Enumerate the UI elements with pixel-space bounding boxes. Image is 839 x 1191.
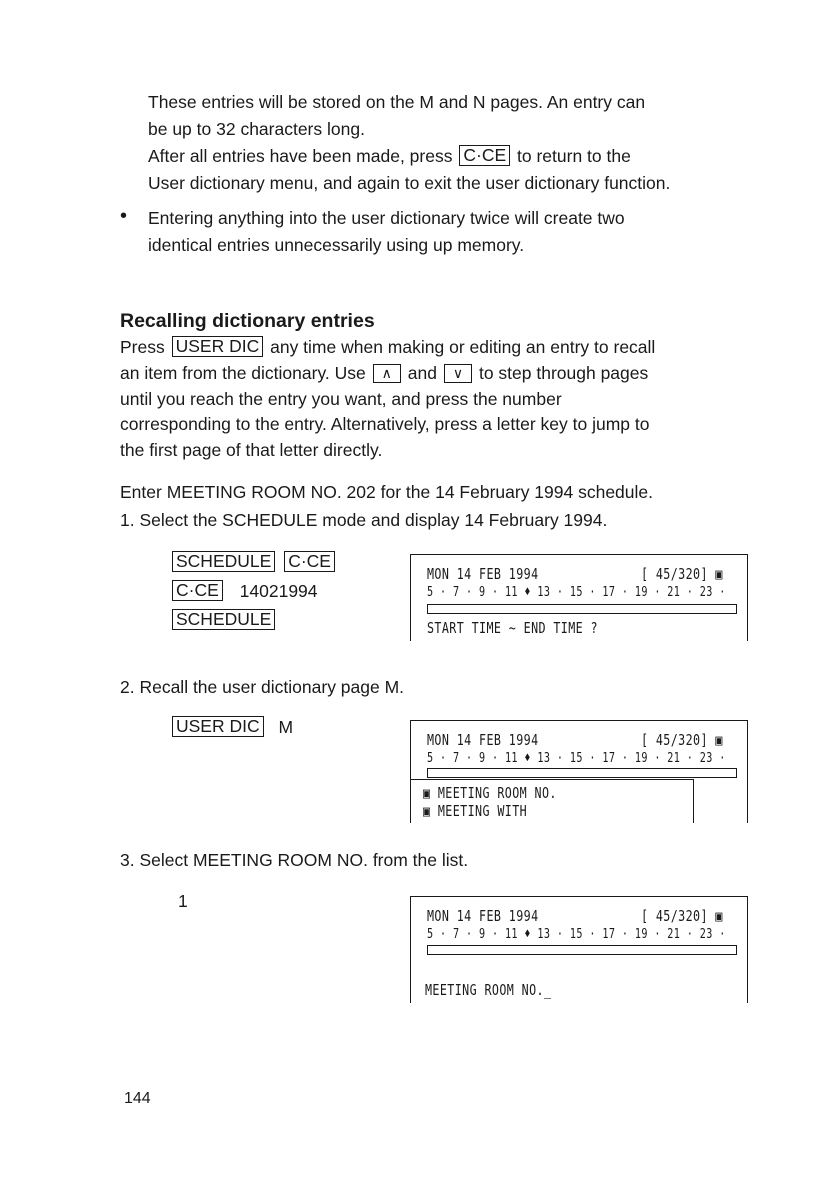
step-3-input: 1 (178, 891, 188, 911)
bullet-icon: • (120, 205, 128, 227)
schedule-key: SCHEDULE (172, 609, 275, 630)
intro-line-4: User dictionary menu, and again to exit the user dictionary function. (148, 173, 671, 193)
step-2-keys (170, 714, 293, 741)
section-line-2 (120, 360, 648, 387)
lcd-1-hours: 5 · 7 · 9 · 11 ♦ 13 · 15 · 17 · 19 · 21 · 23 · (427, 585, 726, 600)
schedule-key: SCHEDULE (172, 551, 275, 572)
step-2-letter: M (278, 717, 294, 737)
section-line-2-pre: an item from the dictionary. Use (120, 363, 366, 383)
lcd-3-count: [ 45/320] ▣ (641, 907, 723, 925)
lcd-2-scrollbar (693, 779, 694, 823)
down-arrow-key: ∨ (444, 364, 472, 383)
intro-line-1: These entries will be stored on the M and N pages. An entry can (148, 92, 646, 112)
section-heading: Recalling dictionary entries (120, 310, 375, 332)
bullet-line-1: Entering anything into the user dictionary twice will create two (148, 208, 625, 228)
lcd-1-count: [ 45/320] ▣ (641, 565, 723, 583)
user-dic-key: USER DIC (172, 716, 264, 737)
step-1-keys-row-2 (170, 578, 318, 605)
lcd-screen-2 (410, 720, 748, 823)
step-1-keys-row-1 (170, 549, 337, 576)
lcd-screen-1 (410, 554, 748, 641)
section-line-2-post: to step through pages (478, 363, 649, 383)
lcd-1-prompt: START TIME ~ END TIME ? (427, 619, 598, 637)
lcd-3-hours: 5 · 7 · 9 · 11 ♦ 13 · 15 · 17 · 19 · 21 · 23 · (427, 927, 726, 942)
example-intro: Enter MEETING ROOM NO. 202 for the 14 February 1994 schedule. (120, 482, 654, 502)
cce-key: C·CE (459, 145, 510, 166)
lcd-2-date: MON 14 FEB 1994 (427, 731, 539, 749)
page-number: 144 (124, 1090, 151, 1107)
step-2: 2. Recall the user dictionary page M. (120, 677, 405, 697)
lcd-2-item-1: ▣ MEETING ROOM NO. (423, 784, 557, 802)
section-line-4: corresponding to the entry. Alternatively, press a letter key to jump to (120, 414, 650, 434)
lcd-screen-3 (410, 896, 748, 1003)
intro-line-3-post: to return to the (517, 146, 631, 166)
lcd-3-entry: MEETING ROOM NO._ (425, 981, 552, 999)
lcd-2-count: [ 45/320] ▣ (641, 731, 723, 749)
lcd-3-timebar (427, 945, 737, 955)
intro-line-3-pre: After all entries have been made, press (148, 146, 453, 166)
lcd-2-timebar (427, 768, 737, 778)
intro-line-2: be up to 32 characters long. (148, 119, 365, 139)
step-1-digits: 14021994 (239, 581, 318, 601)
section-line-5: the first page of that letter directly. (120, 440, 383, 460)
lcd-2-item-2: ▣ MEETING WITH (423, 802, 528, 820)
lcd-3-date: MON 14 FEB 1994 (427, 907, 539, 925)
up-arrow-key: ∧ (373, 364, 401, 383)
lcd-1-date: MON 14 FEB 1994 (427, 565, 539, 583)
section-line-3: until you reach the entry you want, and press the number (120, 389, 562, 409)
step-1-keys-row-3 (170, 607, 277, 634)
section-line-2-mid: and (407, 363, 437, 383)
bullet-line-2: identical entries unnecessarily using up memory. (148, 235, 525, 255)
step-3: 3. Select MEETING ROOM NO. from the list. (120, 850, 469, 870)
section-line-1-pre: Press (120, 337, 165, 357)
lcd-1-timebar (427, 604, 737, 614)
lcd-2-hours: 5 · 7 · 9 · 11 ♦ 13 · 15 · 17 · 19 · 21 · 23 · (427, 751, 726, 766)
user-dic-key: USER DIC (172, 336, 264, 357)
cce-key: C·CE (284, 551, 335, 572)
lcd-2-divider (411, 779, 693, 780)
cce-key: C·CE (172, 580, 223, 601)
section-line-1 (120, 334, 655, 361)
intro-line-3 (148, 143, 631, 170)
section-line-1-post: any time when making or editing an entry to recall (270, 337, 656, 357)
step-1: 1. Select the SCHEDULE mode and display 14 February 1994. (120, 510, 608, 530)
